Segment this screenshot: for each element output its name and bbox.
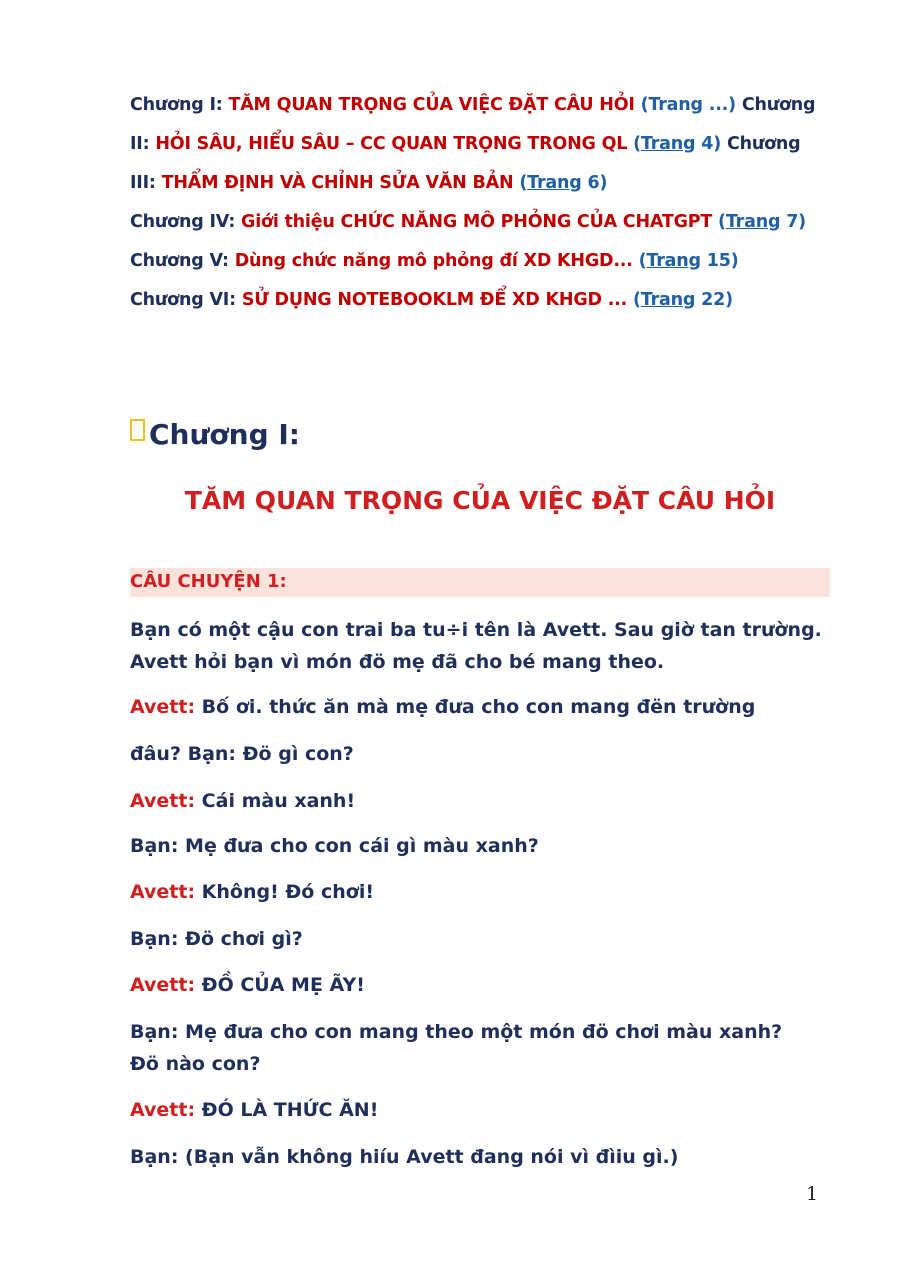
toc-line-5-paren: ( — [632, 251, 647, 271]
toc-line-3-page-link[interactable]: Trang — [527, 173, 582, 193]
story-label: CÂU CHUYỆN 1: — [130, 571, 287, 592]
dialogue-text: Cái màu xanh! — [195, 790, 356, 812]
toc-line-4-prefix: Chương IV: — [130, 212, 242, 232]
story-intro — [130, 614, 830, 678]
toc-line-6-page-link[interactable]: Trang — [640, 290, 696, 310]
toc-line-4-paren: ( — [712, 212, 726, 232]
dialogue-line-8-part-1: Bạn: Mẹ đưa cho con mang theo một món đö chơi màu xanh? — [130, 1021, 783, 1043]
toc-line-2-prefix: II: — [130, 134, 156, 154]
toc-line-2-paren: ( — [627, 134, 641, 154]
toc-line-4-page-link[interactable]: Trang — [725, 212, 781, 232]
dialogue-text: Bố ơi. thức ăn mà mẹ đưa cho con mang đën trường — [195, 696, 756, 718]
table-of-contents — [130, 86, 830, 320]
toc-line-4-page-number: 7) — [780, 212, 806, 232]
toc-line-6-page-number: 22) — [695, 290, 733, 310]
dialogue-text: Không! Đó chơi! — [195, 881, 374, 903]
toc-line-5-page-link[interactable]: Trang — [646, 251, 701, 271]
toc-line-6-paren: ( — [627, 290, 641, 310]
toc-line-2 — [130, 125, 830, 164]
toc-line-3 — [130, 164, 830, 203]
story-intro-line-1: Bạn có một cậu con trai ba tu÷i tên là Avett. Sau giờ tan trường. — [130, 619, 822, 641]
dialogue-line-5 — [130, 876, 830, 908]
missing-glyph-icon — [130, 419, 145, 441]
dialogue-line-3 — [130, 785, 830, 817]
toc-line-2-page-number: 4) — [695, 134, 722, 154]
story-intro-line-2: Avett hỏi bạn vì món đö mẹ đã cho bé mang theo. — [130, 651, 665, 673]
dialogue-line-9 — [130, 1094, 830, 1126]
toc-line-1-tail: Chương — [735, 95, 816, 115]
toc-line-5-title: Dùng chức năng mô phỏng đí XD KHGD... — [234, 251, 633, 271]
dialogue-text: ĐÓ LÀ THỨC ĂN! — [195, 1099, 379, 1121]
toc-line-2-tail: Chương — [721, 134, 801, 154]
toc-line-5-prefix: Chương V: — [130, 251, 235, 271]
toc-line-1-page: (Trang ...) — [634, 95, 736, 115]
toc-line-6-prefix: Chương VI: — [130, 290, 242, 310]
toc-line-3-title: THẨM ĐỊNH VÀ CHỈNH SỬA VĂN BẢN — [161, 173, 514, 193]
story-label-bar — [130, 568, 830, 597]
dialogue-line-6: Bạn: Đö chơi gì? — [130, 928, 303, 950]
dialogue-line-7 — [130, 969, 830, 1001]
toc-line-3-paren: ( — [513, 173, 528, 193]
toc-line-1 — [130, 86, 830, 125]
toc-line-6-title: SỬ DỤNG NOTEBOOKLM ĐỂ XD KHGD ... — [241, 290, 628, 310]
toc-line-1-prefix: Chương I: — [130, 95, 229, 115]
toc-line-5 — [130, 242, 830, 281]
chapter-title: TĂM QUAN TRỌNG CỦA VIỆC ĐẶT CÂU HỎI — [184, 486, 776, 515]
toc-line-2-page-link[interactable]: Trang — [640, 134, 696, 154]
dialogue-line-4: Bạn: Mẹ đưa cho con cái gì màu xanh? — [130, 835, 539, 857]
dialogue-line-8 — [130, 1016, 830, 1080]
speaker-label: Avett: — [130, 790, 196, 812]
speaker-label: Avett: — [130, 974, 196, 996]
speaker-label: Avett: — [130, 1099, 196, 1121]
toc-line-4 — [130, 203, 830, 242]
speaker-label: Avett: — [130, 881, 196, 903]
toc-line-5-page-number: 15) — [700, 251, 739, 271]
page-number: 1 — [806, 1183, 819, 1205]
dialogue-line-8-part-2: Đö nào con? — [130, 1053, 261, 1075]
toc-line-2-title: HỎI SÂU, HIỂU SÂU – CC QUAN TRỌNG TRONG QL — [155, 134, 628, 154]
dialogue-line-1 — [130, 691, 830, 723]
toc-line-1-title: TĂM QUAN TRỌNG CỦA VIỆC ĐẶT CÂU HỎI — [228, 95, 635, 115]
dialogue-line-2: đâu? Bạn: Đö gì con? — [130, 743, 354, 765]
toc-line-6 — [130, 281, 830, 320]
chapter-heading — [130, 418, 300, 451]
toc-line-3-prefix: III: — [130, 173, 162, 193]
chapter-heading-text: Chương I: — [149, 418, 300, 451]
dialogue-line-10: Bạn: (Bạn vẫn không hiíu Avett đang nói vì đìiu gì.) — [130, 1146, 679, 1168]
toc-line-4-title: Giới thiệu CHỨC NĂNG MÔ PHỎNG CỦA CHATGPT — [241, 212, 713, 232]
dialogue-text: ĐỒ CỦA MẸ ÃY! — [195, 974, 365, 996]
toc-line-3-page-number: 6) — [581, 173, 608, 193]
speaker-label: Avett: — [130, 696, 196, 718]
